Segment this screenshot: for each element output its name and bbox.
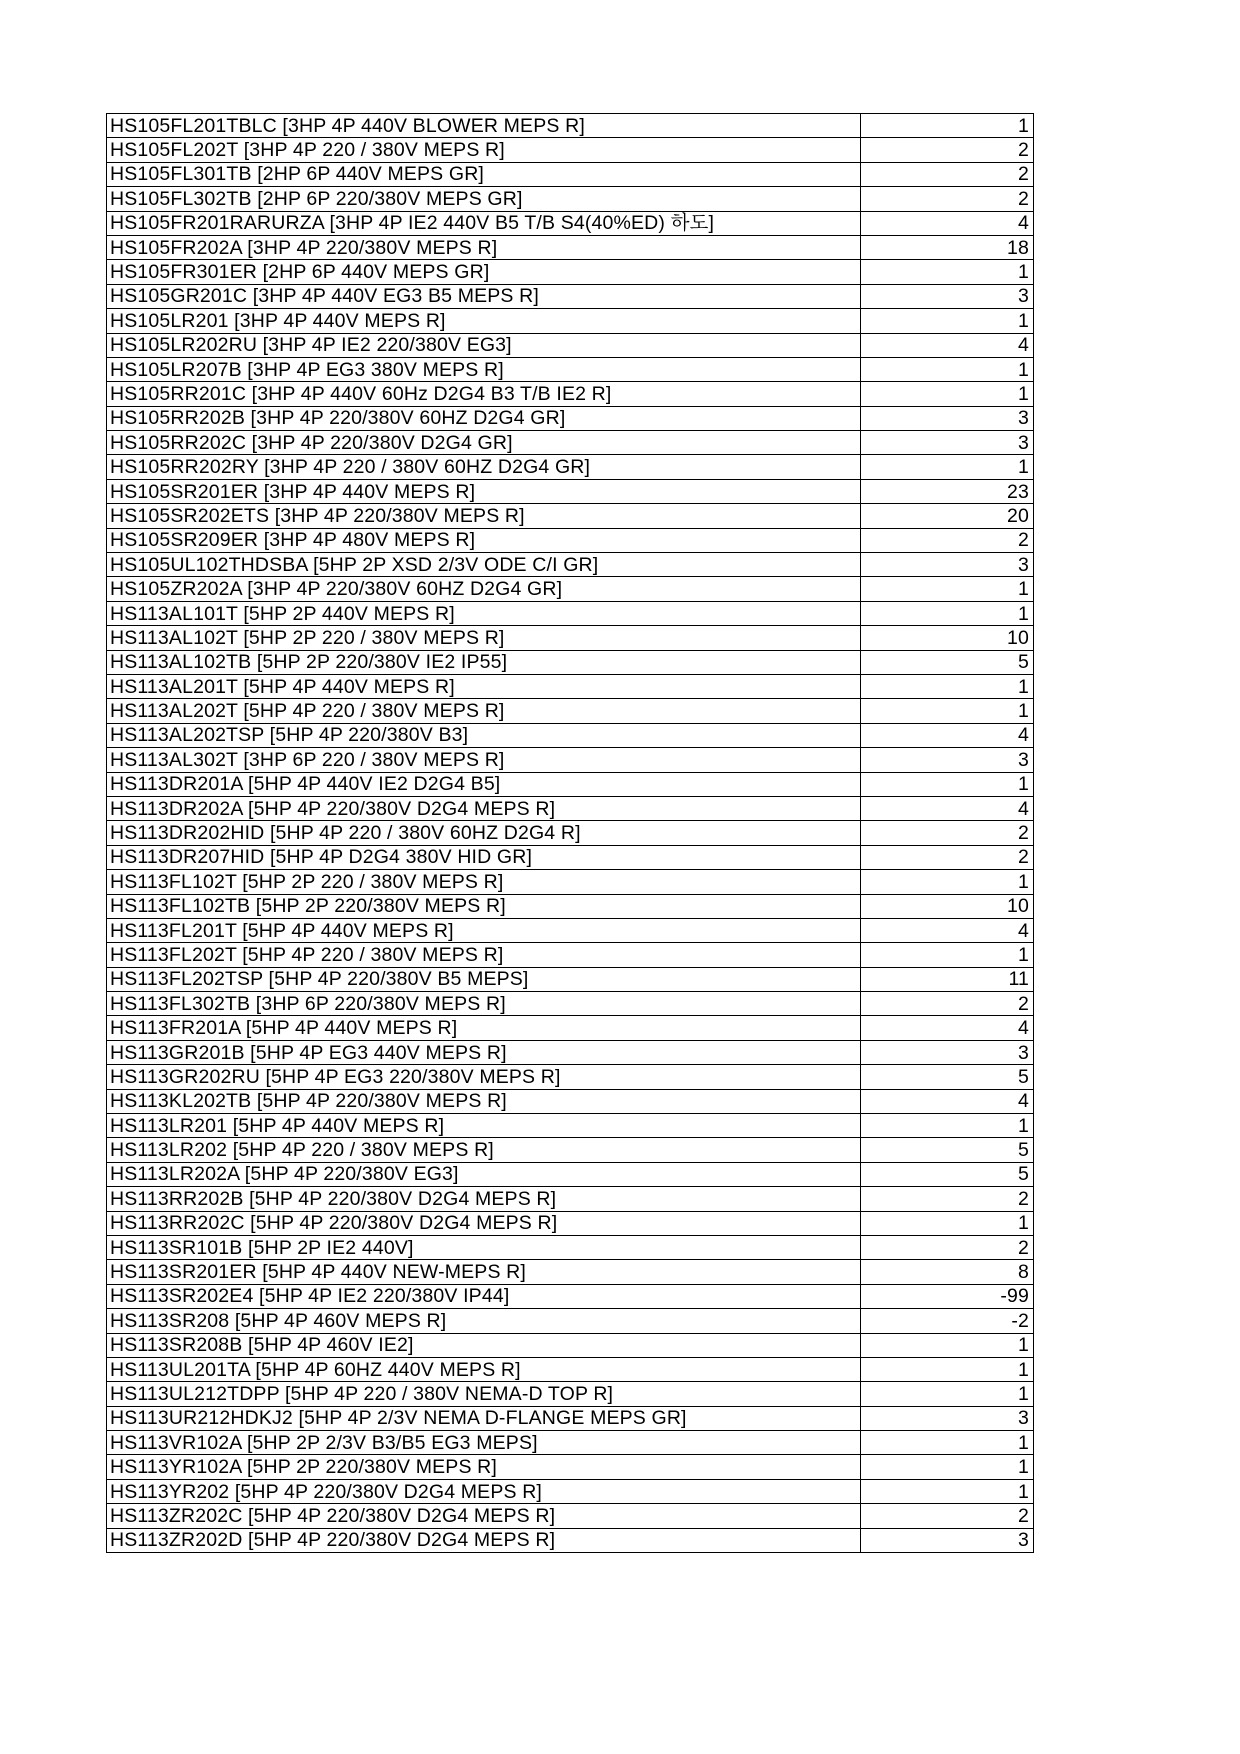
item-quantity-cell: 4 (861, 796, 1034, 820)
item-description-cell: HS113SR202E4 [5HP 4P IE2 220/380V IP44] (107, 1284, 861, 1308)
item-quantity-cell: 5 (861, 1138, 1034, 1162)
item-description-cell: HS113AL201T [5HP 4P 440V MEPS R] (107, 674, 861, 698)
item-description-cell: HS113AL102T [5HP 2P 220 / 380V MEPS R] (107, 626, 861, 650)
table-row (107, 455, 1034, 479)
item-description-cell: HS113SR208B [5HP 4P 460V IE2] (107, 1333, 861, 1357)
table-row (107, 1065, 1034, 1089)
item-description-cell: HS113SR101B [5HP 2P IE2 440V] (107, 1235, 861, 1259)
table-row (107, 1382, 1034, 1406)
table-row (107, 382, 1034, 406)
inventory-table-body (107, 114, 1034, 1553)
item-quantity-cell: 1 (861, 260, 1034, 284)
table-row (107, 162, 1034, 186)
table-row (107, 699, 1034, 723)
table-row (107, 918, 1034, 942)
item-description-cell: HS113UL201TA [5HP 4P 60HZ 440V MEPS R] (107, 1357, 861, 1381)
item-quantity-cell: 1 (861, 1431, 1034, 1455)
table-row (107, 333, 1034, 357)
table-row (107, 1431, 1034, 1455)
table-row (107, 1016, 1034, 1040)
item-quantity-cell: 5 (861, 650, 1034, 674)
item-quantity-cell: 5 (861, 1162, 1034, 1186)
table-row (107, 504, 1034, 528)
item-quantity-cell: 3 (861, 553, 1034, 577)
table-row (107, 138, 1034, 162)
table-row (107, 967, 1034, 991)
item-description-cell: HS105FL302TB [2HP 6P 220/380V MEPS GR] (107, 187, 861, 211)
table-row (107, 1187, 1034, 1211)
item-description-cell: HS113YR102A [5HP 2P 220/380V MEPS R] (107, 1455, 861, 1479)
table-row (107, 309, 1034, 333)
item-description-cell: HS113GR201B [5HP 4P EG3 440V MEPS R] (107, 1040, 861, 1064)
item-quantity-cell: 3 (861, 1040, 1034, 1064)
item-quantity-cell: 4 (861, 1016, 1034, 1040)
item-quantity-cell: 4 (861, 723, 1034, 747)
table-row (107, 601, 1034, 625)
item-quantity-cell: 1 (861, 1114, 1034, 1138)
item-description-cell: HS113ZR202D [5HP 4P 220/380V D2G4 MEPS R] (107, 1528, 861, 1552)
item-quantity-cell: 2 (861, 1504, 1034, 1528)
item-description-cell: HS113SR208 [5HP 4P 460V MEPS R] (107, 1309, 861, 1333)
table-row (107, 187, 1034, 211)
table-row (107, 1089, 1034, 1113)
item-description-cell: HS113FL302TB [3HP 6P 220/380V MEPS R] (107, 992, 861, 1016)
table-row (107, 479, 1034, 503)
item-quantity-cell: 1 (861, 674, 1034, 698)
item-description-cell: HS113FR201A [5HP 4P 440V MEPS R] (107, 1016, 861, 1040)
item-quantity-cell: 4 (861, 333, 1034, 357)
table-row (107, 845, 1034, 869)
item-description-cell: HS105SR201ER [3HP 4P 440V MEPS R] (107, 479, 861, 503)
item-quantity-cell: 1 (861, 1479, 1034, 1503)
item-description-cell: HS105FR202A [3HP 4P 220/380V MEPS R] (107, 235, 861, 259)
item-description-cell: HS105FL201TBLC [3HP 4P 440V BLOWER MEPS R] (107, 114, 861, 138)
item-description-cell: HS113VR102A [5HP 2P 2/3V B3/B5 EG3 MEPS] (107, 1431, 861, 1455)
table-row (107, 723, 1034, 747)
table-row (107, 1455, 1034, 1479)
item-description-cell: HS113LR202A [5HP 4P 220/380V EG3] (107, 1162, 861, 1186)
item-description-cell: HS113AL202TSP [5HP 4P 220/380V B3] (107, 723, 861, 747)
item-description-cell: HS113AL101T [5HP 2P 440V MEPS R] (107, 601, 861, 625)
table-row (107, 284, 1034, 308)
item-quantity-cell: 1 (861, 577, 1034, 601)
table-row (107, 674, 1034, 698)
item-quantity-cell: 11 (861, 967, 1034, 991)
item-description-cell: HS113FL201T [5HP 4P 440V MEPS R] (107, 918, 861, 942)
item-description-cell: HS113RR202C [5HP 4P 220/380V D2G4 MEPS R] (107, 1211, 861, 1235)
inventory-table (106, 113, 1034, 1553)
item-description-cell: HS113DR207HID [5HP 4P D2G4 380V HID GR] (107, 845, 861, 869)
table-row (107, 1333, 1034, 1357)
table-row (107, 1211, 1034, 1235)
item-description-cell: HS105SR209ER [3HP 4P 480V MEPS R] (107, 528, 861, 552)
table-row (107, 748, 1034, 772)
item-description-cell: HS113FL202T [5HP 4P 220 / 380V MEPS R] (107, 943, 861, 967)
inventory-sheet (106, 113, 1033, 1553)
item-description-cell: HS105RR202RY [3HP 4P 220 / 380V 60HZ D2G4 GR] (107, 455, 861, 479)
item-description-cell: HS105RR202C [3HP 4P 220/380V D2G4 GR] (107, 431, 861, 455)
table-row (107, 1040, 1034, 1064)
item-quantity-cell: 1 (861, 1357, 1034, 1381)
table-row (107, 992, 1034, 1016)
item-description-cell: HS105SR202ETS [3HP 4P 220/380V MEPS R] (107, 504, 861, 528)
item-description-cell: HS113DR202A [5HP 4P 220/380V D2G4 MEPS R] (107, 796, 861, 820)
item-description-cell: HS113AL302T [3HP 6P 220 / 380V MEPS R] (107, 748, 861, 772)
item-quantity-cell: 3 (861, 431, 1034, 455)
item-description-cell: HS113LR201 [5HP 4P 440V MEPS R] (107, 1114, 861, 1138)
item-quantity-cell: 4 (861, 211, 1034, 235)
item-description-cell: HS113AL202T [5HP 4P 220 / 380V MEPS R] (107, 699, 861, 723)
item-description-cell: HS113DR202HID [5HP 4P 220 / 380V 60HZ D2G4 R] (107, 821, 861, 845)
item-description-cell: HS105LR201 [3HP 4P 440V MEPS R] (107, 309, 861, 333)
item-description-cell: HS105FR301ER [2HP 6P 440V MEPS GR] (107, 260, 861, 284)
table-row (107, 357, 1034, 381)
item-quantity-cell: 1 (861, 357, 1034, 381)
item-quantity-cell: 18 (861, 235, 1034, 259)
item-quantity-cell: 1 (861, 455, 1034, 479)
item-quantity-cell: 2 (861, 821, 1034, 845)
item-quantity-cell: 1 (861, 1333, 1034, 1357)
item-quantity-cell: 1 (861, 309, 1034, 333)
item-description-cell: HS113UR212HDKJ2 [5HP 4P 2/3V NEMA D-FLANGE MEPS GR] (107, 1406, 861, 1430)
item-description-cell: HS113AL102TB [5HP 2P 220/380V IE2 IP55] (107, 650, 861, 674)
table-row (107, 260, 1034, 284)
item-description-cell: HS113ZR202C [5HP 4P 220/380V D2G4 MEPS R] (107, 1504, 861, 1528)
item-quantity-cell: 8 (861, 1260, 1034, 1284)
item-quantity-cell: 3 (861, 284, 1034, 308)
item-quantity-cell: 2 (861, 992, 1034, 1016)
item-description-cell: HS105LR207B [3HP 4P EG3 380V MEPS R] (107, 357, 861, 381)
item-description-cell: HS105RR202B [3HP 4P 220/380V 60HZ D2G4 GR] (107, 406, 861, 430)
item-quantity-cell: 4 (861, 1089, 1034, 1113)
item-description-cell: HS113SR201ER [5HP 4P 440V NEW-MEPS R] (107, 1260, 861, 1284)
table-row (107, 1504, 1034, 1528)
table-row (107, 553, 1034, 577)
item-quantity-cell: -99 (861, 1284, 1034, 1308)
item-description-cell: HS113YR202 [5HP 4P 220/380V D2G4 MEPS R] (107, 1479, 861, 1503)
table-row (107, 235, 1034, 259)
table-row (107, 894, 1034, 918)
item-description-cell: HS105UL102THDSBA [5HP 2P XSD 2/3V ODE C/I GR] (107, 553, 861, 577)
item-quantity-cell: 3 (861, 748, 1034, 772)
item-quantity-cell: 5 (861, 1065, 1034, 1089)
table-row (107, 650, 1034, 674)
table-row (107, 1309, 1034, 1333)
table-row (107, 796, 1034, 820)
item-quantity-cell: 23 (861, 479, 1034, 503)
item-quantity-cell: 1 (861, 943, 1034, 967)
table-row (107, 1138, 1034, 1162)
table-row (107, 1114, 1034, 1138)
item-quantity-cell: -2 (861, 1309, 1034, 1333)
item-quantity-cell: 1 (861, 870, 1034, 894)
item-quantity-cell: 2 (861, 162, 1034, 186)
table-row (107, 1528, 1034, 1552)
item-description-cell: HS105RR201C [3HP 4P 440V 60Hz D2G4 B3 T/B IE2 R] (107, 382, 861, 406)
table-row (107, 1162, 1034, 1186)
item-quantity-cell: 10 (861, 626, 1034, 650)
item-quantity-cell: 1 (861, 772, 1034, 796)
table-row (107, 943, 1034, 967)
item-description-cell: HS113FL102TB [5HP 2P 220/380V MEPS R] (107, 894, 861, 918)
table-row (107, 1235, 1034, 1259)
item-description-cell: HS105ZR202A [3HP 4P 220/380V 60HZ D2G4 GR] (107, 577, 861, 601)
item-description-cell: HS105FL301TB [2HP 6P 440V MEPS GR] (107, 162, 861, 186)
table-row (107, 1479, 1034, 1503)
item-quantity-cell: 3 (861, 1528, 1034, 1552)
item-quantity-cell: 1 (861, 601, 1034, 625)
table-row (107, 1260, 1034, 1284)
table-row (107, 211, 1034, 235)
item-quantity-cell: 2 (861, 138, 1034, 162)
item-quantity-cell: 2 (861, 845, 1034, 869)
item-description-cell: HS113DR201A [5HP 4P 440V IE2 D2G4 B5] (107, 772, 861, 796)
table-row (107, 528, 1034, 552)
table-row (107, 406, 1034, 430)
item-quantity-cell: 2 (861, 1187, 1034, 1211)
item-quantity-cell: 3 (861, 1406, 1034, 1430)
item-description-cell: HS105FR201RARURZA [3HP 4P IE2 440V B5 T/B S4(40%ED) 하도] (107, 211, 861, 235)
table-row (107, 821, 1034, 845)
item-quantity-cell: 2 (861, 187, 1034, 211)
table-row (107, 626, 1034, 650)
item-quantity-cell: 3 (861, 406, 1034, 430)
item-quantity-cell: 2 (861, 528, 1034, 552)
table-row (107, 1284, 1034, 1308)
item-description-cell: HS105GR201C [3HP 4P 440V EG3 B5 MEPS R] (107, 284, 861, 308)
item-quantity-cell: 1 (861, 1455, 1034, 1479)
item-quantity-cell: 1 (861, 382, 1034, 406)
item-description-cell: HS113RR202B [5HP 4P 220/380V D2G4 MEPS R] (107, 1187, 861, 1211)
table-row (107, 870, 1034, 894)
item-description-cell: HS105LR202RU [3HP 4P IE2 220/380V EG3] (107, 333, 861, 357)
table-row (107, 431, 1034, 455)
table-row (107, 1406, 1034, 1430)
item-quantity-cell: 1 (861, 114, 1034, 138)
item-description-cell: HS113GR202RU [5HP 4P EG3 220/380V MEPS R] (107, 1065, 861, 1089)
table-row (107, 1357, 1034, 1381)
item-quantity-cell: 1 (861, 699, 1034, 723)
item-quantity-cell: 2 (861, 1235, 1034, 1259)
item-description-cell: HS113LR202 [5HP 4P 220 / 380V MEPS R] (107, 1138, 861, 1162)
item-description-cell: HS113KL202TB [5HP 4P 220/380V MEPS R] (107, 1089, 861, 1113)
item-quantity-cell: 1 (861, 1382, 1034, 1406)
item-quantity-cell: 20 (861, 504, 1034, 528)
table-row (107, 114, 1034, 138)
table-row (107, 577, 1034, 601)
item-description-cell: HS113FL102T [5HP 2P 220 / 380V MEPS R] (107, 870, 861, 894)
item-description-cell: HS113UL212TDPP [5HP 4P 220 / 380V NEMA-D TOP R] (107, 1382, 861, 1406)
table-row (107, 772, 1034, 796)
item-quantity-cell: 10 (861, 894, 1034, 918)
item-description-cell: HS105FL202T [3HP 4P 220 / 380V MEPS R] (107, 138, 861, 162)
item-quantity-cell: 1 (861, 1211, 1034, 1235)
item-quantity-cell: 4 (861, 918, 1034, 942)
item-description-cell: HS113FL202TSP [5HP 4P 220/380V B5 MEPS] (107, 967, 861, 991)
